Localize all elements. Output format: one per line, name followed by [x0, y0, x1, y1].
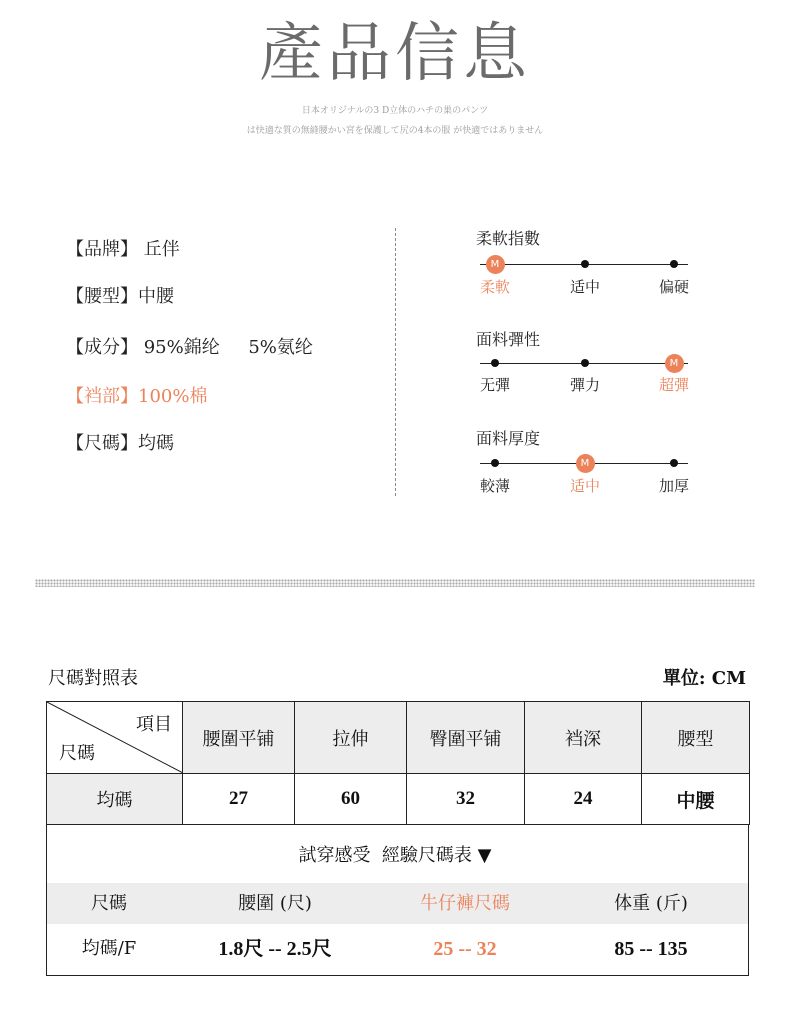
scale-title-elasticity: 面料彈性 [476, 330, 541, 349]
dotted-separator [35, 579, 755, 587]
spec-label: 【尺碼】 [66, 433, 138, 454]
scale-dot [491, 459, 499, 467]
selected-marker: M [486, 255, 505, 274]
column-header: 臀圍平铺 [407, 702, 525, 774]
scale-dot [670, 260, 678, 268]
scale-label: 超彈 [658, 376, 689, 394]
trial-value: 1.8尺 -- 2.5尺 [218, 938, 332, 960]
size-table [46, 701, 750, 825]
spec-size [66, 432, 174, 456]
spec-label: 【裆部】 [66, 386, 138, 407]
table-row [47, 774, 750, 825]
scale-label: 适中 [569, 477, 600, 495]
subtitle-line-1: 日本オリジナルの3 D立体のハチの巣のパンツ [301, 106, 489, 116]
trial-header: 尺碼 [91, 893, 127, 914]
selected-marker: M [576, 454, 595, 473]
selected-marker: M [665, 354, 684, 373]
trial-title-text: 試穿感受 經驗尺碼表 [298, 845, 472, 866]
subtitle-line-2: は快適な質の無縫腰かい宮を保護して尻の4本の服 が快適ではありません [246, 126, 544, 136]
scale-title-softness: 柔軟指數 [476, 229, 541, 248]
table-cell: 27 [183, 774, 295, 825]
triangle-down-icon: ▼ [477, 845, 492, 866]
corner-item-label: 項目 [136, 714, 172, 735]
scale-label: 較薄 [479, 477, 510, 495]
trial-header: 体重 (斤) [614, 893, 688, 914]
scale-dot [581, 260, 589, 268]
page-title: 產品信息 [259, 17, 531, 91]
scale-label: 彈力 [569, 376, 600, 394]
column-header: 拉伸 [295, 702, 407, 774]
row-header: 均碼 [47, 774, 183, 825]
scale-label: 适中 [569, 278, 600, 296]
table-cell: 32 [407, 774, 525, 825]
spec-value: 均碼 [138, 433, 174, 454]
scale-dot [581, 359, 589, 367]
table-cell: 24 [525, 774, 642, 825]
trial-value: 25 -- 32 [433, 938, 497, 960]
trial-title [0, 844, 790, 868]
table-cell: 中腰 [642, 774, 750, 825]
spec-composition [66, 336, 313, 360]
spec-value: 100%棉 [138, 386, 208, 407]
spec-value: 95%錦纶 5%氨纶 [143, 337, 313, 358]
scale-dot [491, 359, 499, 367]
trial-value: 85 -- 135 [614, 938, 688, 960]
spec-label: 【腰型】 [66, 286, 138, 307]
column-header: 腰型 [642, 702, 750, 774]
spec-crotch [66, 385, 207, 409]
scale-label: 无彈 [479, 376, 510, 394]
corner-cell [47, 702, 183, 774]
spec-value: 丘伴 [143, 239, 180, 260]
corner-size-label: 尺碼 [59, 743, 95, 764]
trial-header: 腰圍 (尺) [238, 893, 312, 914]
size-table-header-row [47, 702, 750, 774]
unit-label: 單位: CM [662, 668, 746, 689]
column-header: 腰圍平铺 [183, 702, 295, 774]
table-cell: 60 [295, 774, 407, 825]
scale-title-thickness: 面料厚度 [476, 429, 541, 448]
trial-value: 均碼/F [81, 938, 137, 959]
spec-label: 【成分】 [66, 337, 138, 358]
column-header: 裆深 [525, 702, 642, 774]
scale-dot [670, 459, 678, 467]
spec-waist-type [66, 285, 174, 309]
vertical-divider [395, 228, 396, 496]
spec-value: 中腰 [138, 286, 174, 307]
spec-label: 【品牌】 [66, 239, 138, 260]
trial-header: 牛仔褲尺碼 [420, 893, 510, 914]
scale-label: 偏硬 [658, 278, 689, 296]
size-table-caption: 尺碼對照表 [48, 668, 138, 689]
spec-brand [66, 238, 180, 262]
scale-label: 柔軟 [479, 278, 510, 296]
scale-label: 加厚 [658, 477, 689, 495]
